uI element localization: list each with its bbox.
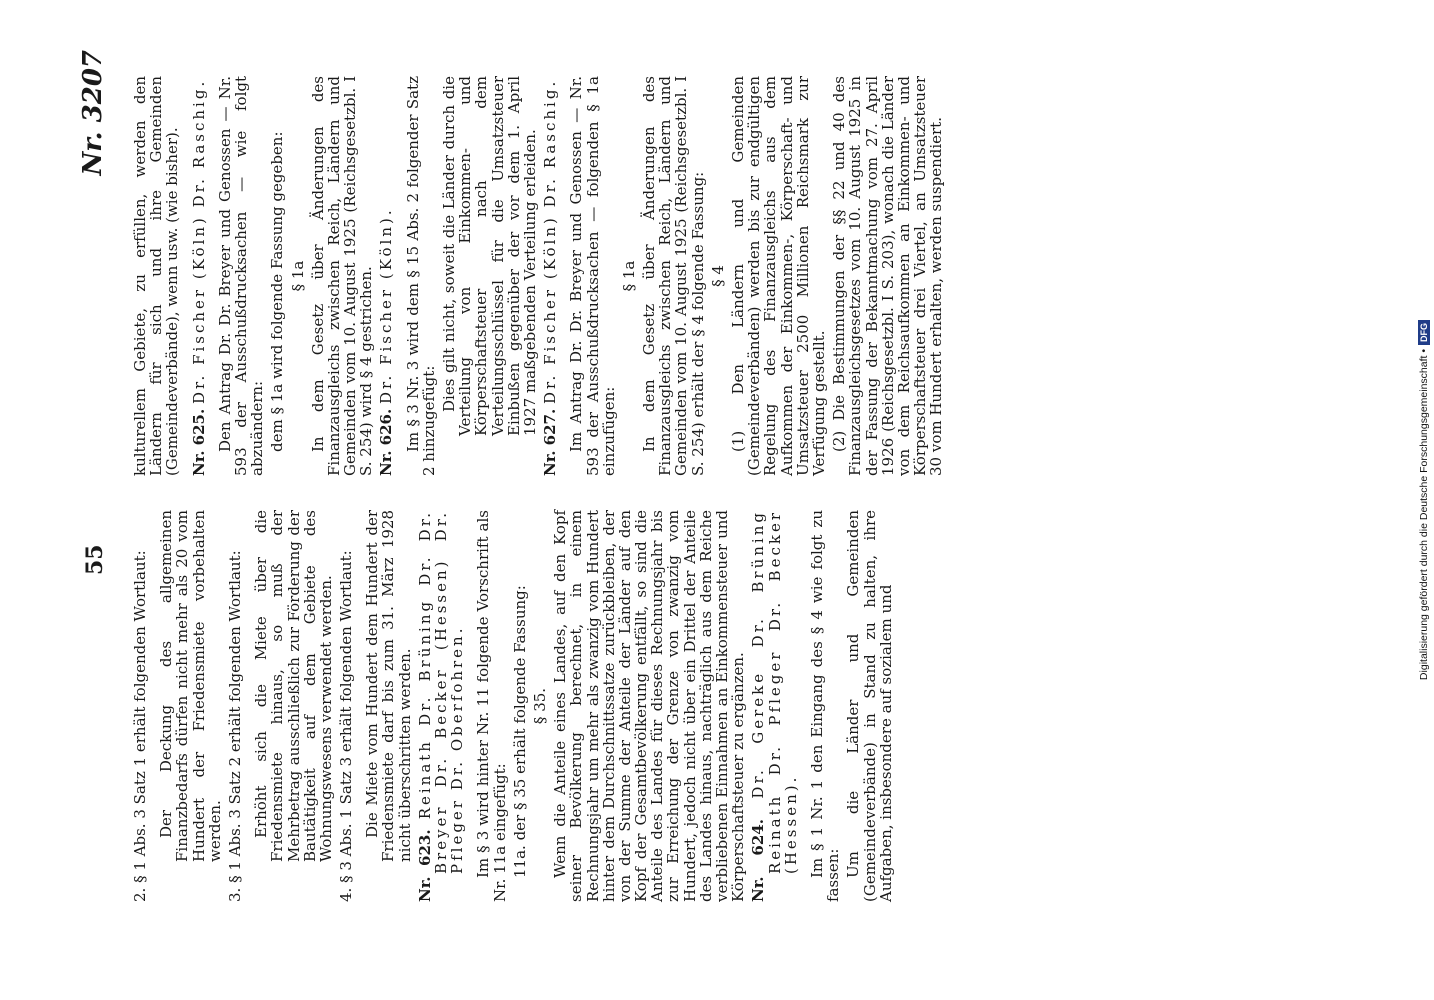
paragraph: Wenn die Anteile eines Landes, auf den Kopf seiner Bevölkerung berechnet, in einem Rechnungsjahr um mehr als zwanzig vom Hundert hinter dem Durchschnittssatze zurückbleiben, der von der Summe der Anteile der Länder auf den Kopf der Gesamtbevölkerung entfällt, so sind die Anteile des Landes für dieses Rechnungsjahr bis zur Erreichung der Grenze von zwanzig vom Hundert, jedoch nicht über ein Drittel der Anteile des Landes hinaus, nachträglich aus dem Reiche verbliebenen Einnahmen an Einkommensteuer und Körperschaftsteuer zu ergänzen. bbox=[551, 510, 748, 902]
quoted-provision: Der Deckung des allgemeinen Finanzbedarfs dürfen nicht mehr als 20 vom Hundert der Friedensmiete vorbehalten werden. bbox=[157, 510, 224, 862]
motion-number: Nr. 625. bbox=[189, 408, 208, 476]
section-heading: § 35. bbox=[530, 687, 549, 725]
quoted-provision: Dies gilt nicht, soweit die Länder durch die Verteilung von Einkommen- und Körperschaftsteuer nach dem Verteilungsschlüssel für die Umsatzsteuer Einbußen gegenüber der vor dem 1. April 1927 maßgebenden Verteilung erleiden. bbox=[440, 76, 539, 436]
quoted-provision: Erhöht sich die Miete über die Friedensmiete hinaus, so muß der Mehrbetrag ausschließlich zur Förderung der Bautätigkeit auf dem Gebiete des Wohnungswesens verwendet werden. bbox=[252, 510, 335, 862]
paragraph: Im § 3 wird hinter Nr. 11 folgende Vorschrift als Nr. 11a eingefügt: bbox=[474, 510, 509, 902]
motion-heading bbox=[750, 510, 799, 902]
dfg-logo-badge: DFG bbox=[1418, 320, 1430, 345]
section-heading: § 1a bbox=[288, 260, 307, 292]
digitization-credit-strip bbox=[1416, 8, 1432, 992]
section-heading: § 4 bbox=[708, 265, 727, 287]
numbered-instruction bbox=[338, 510, 354, 902]
item-text: § 1 Abs. 3 Satz 1 erhält folgenden Wortlaut: bbox=[131, 550, 149, 883]
item-text: § 3 Abs. 1 Satz 3 erhält folgenden Wortlaut: bbox=[337, 550, 356, 883]
motion-authors: Dr. Fischer (Köln) Dr. Raschig. bbox=[541, 78, 560, 404]
motion-heading bbox=[191, 76, 207, 476]
quoted-provision: Die Miete vom Hundert dem Hundert der Friedensmiete darf bis zum 31. März 1928 nicht überschritten werden. bbox=[363, 510, 414, 862]
motion-number: Nr. 623. bbox=[415, 829, 434, 902]
motion-heading bbox=[542, 76, 558, 476]
motion-heading bbox=[417, 510, 466, 902]
motion-number: Nr. 627. bbox=[541, 408, 560, 476]
paragraph: Im § 3 Nr. 3 wird dem § 15 Abs. 2 folgender Satz 2 hinzugefügt: bbox=[403, 76, 438, 476]
section-heading: § 1a bbox=[619, 260, 638, 292]
digitization-credit bbox=[1416, 8, 1432, 992]
motion-authors: Reinath Dr. Brüning Dr. Dr. Breyer Dr. Becker (Hessen) Dr. Pfleger Dr. Oberfohren. bbox=[415, 510, 467, 874]
motion-number: Nr. 626. bbox=[377, 408, 396, 476]
motion-authors: Dr. Fischer (Köln). bbox=[377, 207, 396, 404]
item-number: 2. bbox=[131, 887, 149, 902]
item-text: § 1 Abs. 3 Satz 2 erhält folgenden Wortlaut: bbox=[225, 550, 244, 883]
paragraph: 11a. der § 35 erhält folgende Fassung: bbox=[510, 585, 529, 878]
left-column bbox=[132, 510, 898, 902]
paragraph: Im § 1 Nr. 1 den Eingang des § 4 wie folgt zu fassen: bbox=[807, 510, 843, 902]
paragraph: In dem Gesetz über Änderungen des Finanzausgleichs zwischen Reich, Ländern und Gemeinden vom 10. August 1925 (Reichsgesetzbl. I S. 254) erhält der § 4 folgende Fassung: bbox=[640, 76, 707, 476]
motion-number: Nr. 624. bbox=[749, 819, 768, 902]
motion-heading bbox=[378, 76, 394, 476]
motion-authors: Dr. Gereke Dr. Brüning Reinath Dr. Pfleger Dr. Becker (Hessen). bbox=[749, 510, 800, 874]
paragraph: In dem Gesetz über Änderungen des Finanzausgleichs zwischen Reich, Ländern und Gemeinden vom 10. August 1925 (Reichsgesetzbl. I S. 254) wird § 4 gestrichen. bbox=[308, 76, 376, 476]
paragraph: (2) Die Bestimmungen der §§ 22 und 40 des Finanzausgleichsgesetzes vom 10. August 1925 in der Fassung der Bekanntmachung vom 27. April 1926 (Reichsgesetzbl. I S. 203), wonach die Länder von dem Reichsaufkommen an Einkommen- und Körperschaftsteuer drei Viertel, an Umsatzsteuer 30 vom Hundert erhalten, werden suspendiert. bbox=[830, 76, 946, 476]
document-number: Nr. 3207 bbox=[78, 50, 108, 176]
continued-paragraph: kulturellem Gebiete, zu erfüllen, werden den Ländern für sich und ihre Gemeinden (Gemeindeverbände), wenn usw. (wie bisher). bbox=[131, 76, 182, 476]
item-number: 3. bbox=[225, 887, 244, 902]
numbered-instruction bbox=[227, 510, 243, 902]
numbered-instruction bbox=[132, 510, 148, 902]
paragraph: Im Antrag Dr. Dr. Breyer und Genossen — Nr. 593 der Ausschußdrucksachen — folgenden § 1a einzufügen: bbox=[567, 76, 618, 476]
motion-authors: Dr. Fischer (Köln) Dr. Raschig. bbox=[189, 78, 208, 404]
paragraph: dem § 1a wird folgende Fassung gegeben: bbox=[268, 131, 287, 452]
page-header bbox=[74, 50, 114, 880]
credit-text: Digitalisierung gefördert durch die Deutsche Forschungsgemeinschaft • bbox=[1418, 348, 1430, 681]
item-number: 4. bbox=[337, 887, 356, 902]
paragraph: Den Antrag Dr. Dr. Breyer und Genossen — Nr. 593 der Ausschußdrucksachen — wie folgt abzuändern: bbox=[215, 76, 267, 476]
paragraph: Um die Länder und Gemeinden (Gemeindeverbände) in Stand zu halten, ihre Aufgaben, insbesondere auf sozialem und bbox=[844, 510, 895, 902]
page-number: 55 bbox=[82, 544, 108, 575]
paragraph: (1) Den Ländern und Gemeinden (Gemeindeverbänden) werden bis zur endgültigen Regelung des Finanzausgleichs aus dem Aufkommen der Einkommen-, Körperschaft- und Umsatzsteuer 2500 Millionen Reichsmark zur Verfügung gestellt. bbox=[729, 76, 828, 476]
right-column bbox=[132, 76, 948, 476]
